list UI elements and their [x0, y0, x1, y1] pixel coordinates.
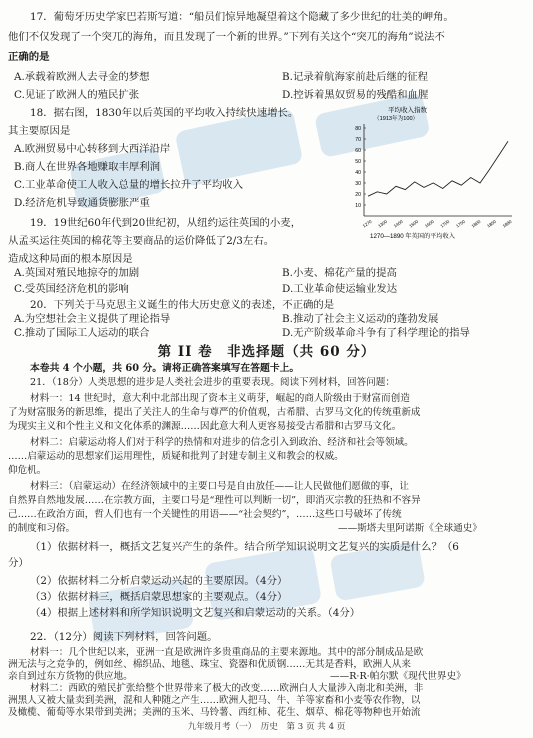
q20-option-c[interactable]: C.推动了国际工人运动的联合 — [14, 327, 150, 339]
chart-y-tick-label: 20 — [355, 192, 361, 198]
q21-m3-line2: 自然界自然地发展……在宗教方面，主要口号是“理性可以判断一切”，即消灭宗教的狂热和不容异 — [8, 495, 421, 506]
q21-m3-line3: 己……在政治方面，哲人们也有一个关键性的用语——“社会契约”，……这些口号破坏了传统 — [8, 509, 402, 520]
q21-m1-line3: 为现实主义和个性主义和文化体系的渊源……因此意大利人更容易接受古希腊和古罗马文化。 — [8, 421, 402, 432]
q17-stem-line1: 17．葡萄牙历史学家巴若斯写道：“船员们惊异地凝望着这个隐藏了多少世纪的壮美的岬角。 — [30, 11, 454, 23]
chart-y-tick-label: 40 — [355, 170, 361, 176]
chart-x-tick-label: 1600 — [423, 218, 435, 229]
chart-y-tick-label: 10 — [355, 203, 361, 209]
chart-x-tick-label: 1890 — [501, 218, 513, 229]
q18-option-a[interactable]: A.欧洲贸易中心转移到大西洋沿岸 — [14, 143, 171, 155]
q17-stem-line3: 正确的是 — [8, 51, 50, 63]
chart-subtitle: （1913年为100） — [374, 116, 419, 122]
q18-stem-line2: 其主要原因是 — [8, 125, 71, 137]
chart-y-tick-label: 60 — [355, 148, 361, 154]
q22-m1-source: ——R·R·帕尔默《现代世界史》 — [330, 671, 466, 682]
q22-m1-line1: 材料一：几个世纪以来，亚洲一直是欧洲许多贵重商品的主要来源地。其中的部分制成品是欧 — [30, 647, 424, 658]
q18-stem-line1: 18．据右图，1830年以后英国的平均收入持续快速增长。 — [30, 107, 299, 119]
chart-title: 平均收入指数 — [388, 107, 427, 114]
q21-ask2: （2）依据材料二分析启蒙运动兴起的主要原因。（4分） — [30, 575, 288, 587]
chart-y-tick-label: 70 — [355, 137, 361, 143]
chart-x-tick-label: 1800 — [470, 218, 482, 229]
chart-x-tick-label: 1400 — [392, 218, 404, 229]
q22-m1-line3: 亲自到过东方货物的供应地。 — [8, 671, 133, 682]
q18-option-b[interactable]: B.商人在世界各地赚取丰厚利润 — [14, 161, 161, 173]
q17-stem-line2: 他们不仅发现了一个突兀的海角，而且发现了一个新的世界。”下列有关这个“突兀的海角”说法不 — [8, 31, 445, 43]
q21-ask1-line1: （1）依据材料一，概括文艺复兴产生的条件。结合所学知识说明文艺复兴的实质是什么？（6 — [30, 541, 459, 553]
q21-m2-line2: ……启蒙运动的思想家们运用理性，质疑和批判了封建专制主义和教会的权威。 — [8, 451, 344, 462]
q19-stem-line3: 造成这种局面的根本原因是 — [8, 253, 133, 265]
q21-m2-line3: 仰危机。 — [8, 465, 47, 476]
q18-option-d[interactable]: D.经济危机导致通货膨胀严重 — [14, 197, 150, 209]
chart-y-tick-label: 80 — [355, 126, 361, 132]
q22-m2-line3: 及橄榄、葡萄等水果带到美洲；美洲的玉米、马铃薯、西红柿、花生、烟草、棉花等物种也开始流 — [8, 707, 421, 718]
chart-x-tick-label: 1850 — [486, 218, 498, 229]
q19-option-c[interactable]: C.受英国经济危机的影响 — [14, 283, 129, 295]
q21-ask3: （3）依据材料三，概括启蒙思想家的主要观点。（4分） — [30, 591, 288, 603]
section-heading: 第 II 卷 非选择题（共 60 分） — [157, 344, 376, 360]
q21-m3-line1: 材料三：（启蒙运动）在经济领域中的主要口号是自由放任——让人民做他们愿做的事，让 — [30, 481, 409, 492]
chart-x-tick-label: 1700 — [439, 218, 451, 229]
chart-y-tick-label: 30 — [355, 181, 361, 187]
q20-option-a[interactable]: A.为空想社会主义提供了理论指导 — [14, 313, 171, 325]
chart-x-tick-label: 1500 — [408, 218, 420, 229]
chart-y-tick-label: 50 — [355, 159, 361, 165]
chart-x-tick-label: 1300 — [377, 218, 389, 229]
q17-option-d[interactable]: D.控诉着黑奴贸易的残酷和血腥 — [282, 89, 429, 101]
q21-m1-line1: 材料一：14 世纪时，意大利中北部出现了资本主义萌芽，崛起的商人阶级由于财富而创造 — [30, 393, 410, 404]
chart-x-tick-label: 1750 — [455, 218, 466, 229]
q21-ask1-line2: 分） — [8, 557, 29, 569]
q19-option-a[interactable]: A.英国对殖民地掠夺的加剧 — [14, 267, 140, 279]
q20-option-d[interactable]: D.无产阶级革命斗争有了科学理论的指导 — [282, 327, 470, 339]
income-chart — [344, 104, 520, 244]
q21-m3-line4: 的制度和习俗。 — [8, 523, 76, 534]
q21-m2-line1: 材料二：启蒙运动将人们对于科学的热情和对进步的信念引入到政治、经济和社会等领域。 — [30, 437, 414, 448]
q21-ask4: （4）根据上述材料和所学知识说明文艺复兴和启蒙运动的关系。（4分） — [30, 607, 361, 619]
q19-option-b[interactable]: B.小麦、棉花产量的提高 — [282, 267, 397, 279]
q22-m1-line2: 洲无法与之竞争的，例如丝、棉织品、地毯、珠宝、瓷器和优质钢……无其是香料，欧洲人从来 — [8, 659, 411, 670]
q21-stem: 21．（18分）人类思想的进步是人类社会进步的重要表现。阅读下列材料，回答问题： — [30, 377, 395, 388]
q17-option-a[interactable]: A.承载着欧洲人去寻金的梦想 — [14, 71, 150, 83]
q19-stem-line1: 19．19世纪60年代到20世纪初，从纽约运往英国的小麦， — [30, 217, 302, 229]
chart-series-line — [368, 141, 508, 196]
q20-option-b[interactable]: B.推动了社会主义运动的蓬勃发展 — [282, 313, 439, 325]
q22-stem: 22．（12分）阅读下列材料，回答问题。 — [30, 631, 218, 643]
section-note: 本卷共 4 个小题，共 60 分。请将正确答案填写在答题卡上。 — [30, 363, 300, 374]
q17-option-b[interactable]: B.记录着航海家前赴后继的征程 — [282, 71, 429, 83]
page-footer: 九年级月考（一） 历史 第 3 页 共 4 页 — [187, 722, 346, 732]
q17-option-c[interactable]: C.见证了欧洲人的殖民扩张 — [14, 89, 140, 101]
q21-m1-line2: 了为财富服务的新思维，提出了关注人的生命与尊严的价值观，古希腊、古罗马文化的传统重新成 — [8, 407, 421, 418]
q22-m2-line1: 材料二：西欧的殖民扩张给整个世界带来了极大的改变……欧洲白人大量涉入南北和美洲，非 — [30, 683, 424, 694]
q19-stem-line2: 从孟买运往英国的棉花等主要商品的运价降低了2/3左右。 — [8, 235, 275, 247]
q18-option-c[interactable]: C.工业革命使工人收入总量的增长拉升了平均收入 — [14, 179, 244, 191]
q22-m2-line2: 洲黑人又被大量卖到美洲，混和人种随之产生……欧洲人把马、牛、羊等家畜和小麦等农作物，以 — [8, 695, 421, 706]
q21-m3-source: ——斯塔夫里阿诺斯《全球通史》 — [338, 523, 482, 534]
q19-option-d[interactable]: D.工业革命使运输业发达 — [282, 283, 398, 295]
chart-caption: 1270—1890 年英国的平均收入 — [370, 233, 455, 240]
chart-x-tick-label: 1270 — [361, 218, 373, 229]
q20-stem: 20．下列关于马克思主义诞生的伟大历史意义的表述，不正确的是 — [30, 299, 335, 311]
